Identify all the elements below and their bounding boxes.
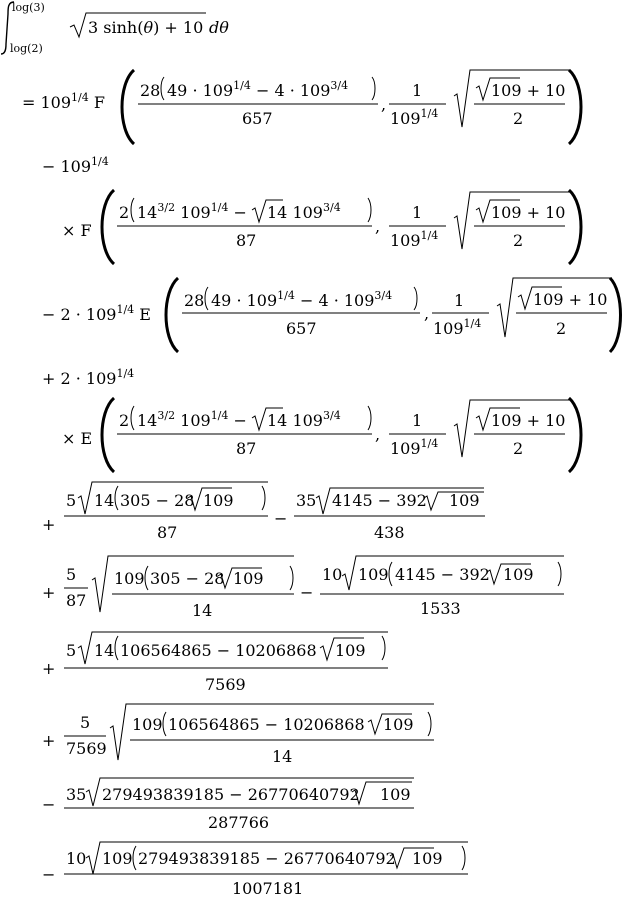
svg-text:,: , [375, 425, 381, 444]
svg-text:1091/4: $109^{1/4}$ [390, 107, 439, 128]
svg-text:109: 109 [335, 641, 366, 660]
svg-text:305 − 28: 305 − 28 [120, 491, 195, 510]
svg-text:28: 28 [140, 81, 161, 100]
svg-text:143/2 1091/4 −: $14^{3/2}$ $109^{1/4}$ − [137, 201, 247, 222]
integrand: 3 sinh(θ) + 10 [88, 18, 204, 37]
lower-limit: log(2) [10, 42, 43, 55]
svg-text:14 1093/4: 14 $109^{3/4}$ [267, 409, 341, 430]
term-7 [42, 632, 388, 694]
svg-text:109 + 10: 109 + 10 [491, 411, 566, 430]
svg-text:4145 − 392: 4145 − 392 [332, 491, 427, 510]
svg-text:279493839185 − 26770640792: 279493839185 − 26770640792 [138, 849, 396, 868]
svg-text:2: 2 [556, 319, 567, 338]
svg-text:2: 2 [513, 109, 524, 128]
term-6 [42, 556, 564, 620]
svg-text:× F: × F [62, 221, 92, 240]
svg-text:109: 109 [132, 715, 163, 734]
svg-text:109: 109 [449, 491, 480, 510]
svg-text:143/2 1091/4 −: $14^{3/2}$ $109^{1/4}$ − [137, 409, 247, 430]
svg-text:109: 109 [203, 491, 234, 510]
svg-text:279493839185 − 26770640792: 279493839185 − 26770640792 [102, 785, 360, 804]
svg-text:109 + 10: 109 + 10 [491, 203, 566, 222]
svg-text:2: 2 [513, 439, 524, 458]
svg-text:14: 14 [272, 747, 293, 766]
svg-text:109: 109 [102, 849, 133, 868]
svg-text:1: 1 [454, 291, 465, 310]
svg-text:1091/4: $109^{1/4}$ [390, 437, 439, 458]
svg-text:7569: 7569 [205, 675, 246, 694]
svg-text:109: 109 [383, 715, 414, 734]
svg-text:35: 35 [66, 785, 87, 804]
svg-text:1007181: 1007181 [232, 879, 304, 898]
svg-text:−: − [42, 865, 56, 884]
svg-text:14: 14 [192, 601, 213, 620]
svg-text:2: 2 [119, 411, 130, 430]
term-10 [42, 842, 468, 898]
svg-text:657: 657 [286, 319, 317, 338]
svg-text:+: + [42, 583, 56, 602]
svg-text:305 − 28: 305 − 28 [150, 569, 225, 588]
svg-text:= 1091/4 F: = $109^{1/4}$ F [22, 91, 105, 112]
svg-text:109 + 10: 109 + 10 [533, 290, 608, 309]
svg-text:35: 35 [296, 491, 317, 510]
svg-text:109: 109 [412, 849, 443, 868]
svg-text:87: 87 [236, 231, 257, 250]
svg-text:5: 5 [66, 565, 77, 584]
term-4b [62, 398, 581, 472]
svg-text:,: , [381, 95, 387, 114]
svg-text:+ 2 · 1091/4: + $2 \cdot 109^{1/4}$ [42, 367, 135, 388]
svg-text:,: , [375, 217, 381, 236]
term-2b [62, 190, 581, 264]
svg-text:109: 109 [233, 569, 264, 588]
svg-text:1: 1 [412, 81, 423, 100]
svg-text:1: 1 [412, 203, 423, 222]
upper-limit: log(3) [12, 1, 45, 14]
svg-text:287766: 287766 [208, 813, 270, 832]
svg-text:14: 14 [94, 641, 115, 660]
svg-text:109: 109 [114, 569, 145, 588]
term-1 [22, 70, 581, 144]
svg-text:657: 657 [242, 109, 273, 128]
svg-text:4145 − 392: 4145 − 392 [395, 565, 490, 584]
differential: dθ [209, 18, 229, 37]
svg-text:14 1093/4: 14 $109^{3/4}$ [267, 201, 341, 222]
svg-text:106564865 − 10206868: 106564865 − 10206868 [168, 715, 365, 734]
svg-text:−: − [42, 795, 56, 814]
svg-text:1091/4: $109^{1/4}$ [390, 229, 439, 250]
svg-text:1: 1 [412, 411, 423, 430]
svg-text:× E: × E [62, 429, 93, 448]
svg-text:−: − [274, 509, 288, 528]
svg-text:2: 2 [119, 203, 130, 222]
svg-text:5: 5 [66, 641, 77, 660]
svg-text:1533: 1533 [420, 599, 461, 618]
svg-text:109: 109 [503, 565, 534, 584]
svg-text:10: 10 [66, 849, 87, 868]
svg-text:14: 14 [94, 491, 115, 510]
svg-text:10: 10 [322, 565, 343, 584]
svg-text:5: 5 [66, 491, 77, 510]
svg-text:7569: 7569 [66, 739, 107, 758]
term-9 [42, 778, 414, 832]
svg-text:109: 109 [380, 785, 411, 804]
svg-text:87: 87 [157, 523, 178, 542]
svg-text:28: 28 [184, 291, 205, 310]
term-5 [42, 482, 485, 542]
svg-text:87: 87 [236, 439, 257, 458]
term-2a [42, 155, 109, 176]
term-4a [42, 367, 134, 388]
svg-text:106564865 − 10206868: 106564865 − 10206868 [120, 641, 317, 660]
svg-text:49 · 1091/4 − 4 · 1093/4: $49 \cdot 109^{1/4} - 4 \cdot 109^{3/4}$ [211, 289, 393, 310]
svg-text:1091/4: $109^{1/4}$ [433, 317, 482, 338]
svg-text:109: 109 [358, 565, 389, 584]
svg-text:438: 438 [374, 523, 405, 542]
svg-text:5: 5 [80, 713, 91, 732]
svg-text:− 2 · 1091/4 E: − $2 \cdot 109^{1/4}$ E [42, 303, 151, 324]
svg-text:49 · 1091/4 − 4 · 1093/4: $49 \cdot 109^{1/4} - 4 \cdot 109^{3/4}$ [167, 79, 349, 100]
svg-text:,: , [424, 304, 430, 323]
svg-text:+: + [42, 731, 56, 750]
integral-line [1, 1, 229, 55]
term-3 [42, 278, 621, 352]
term-8 [42, 704, 434, 766]
svg-text:+: + [42, 515, 56, 534]
svg-text:2: 2 [513, 231, 524, 250]
svg-text:−: − [300, 583, 314, 602]
svg-text:− 1091/4: − $109^{1/4}$ [42, 155, 109, 176]
svg-text:+: + [42, 659, 56, 678]
svg-text:109 + 10: 109 + 10 [491, 81, 566, 100]
svg-text:87: 87 [66, 591, 87, 610]
